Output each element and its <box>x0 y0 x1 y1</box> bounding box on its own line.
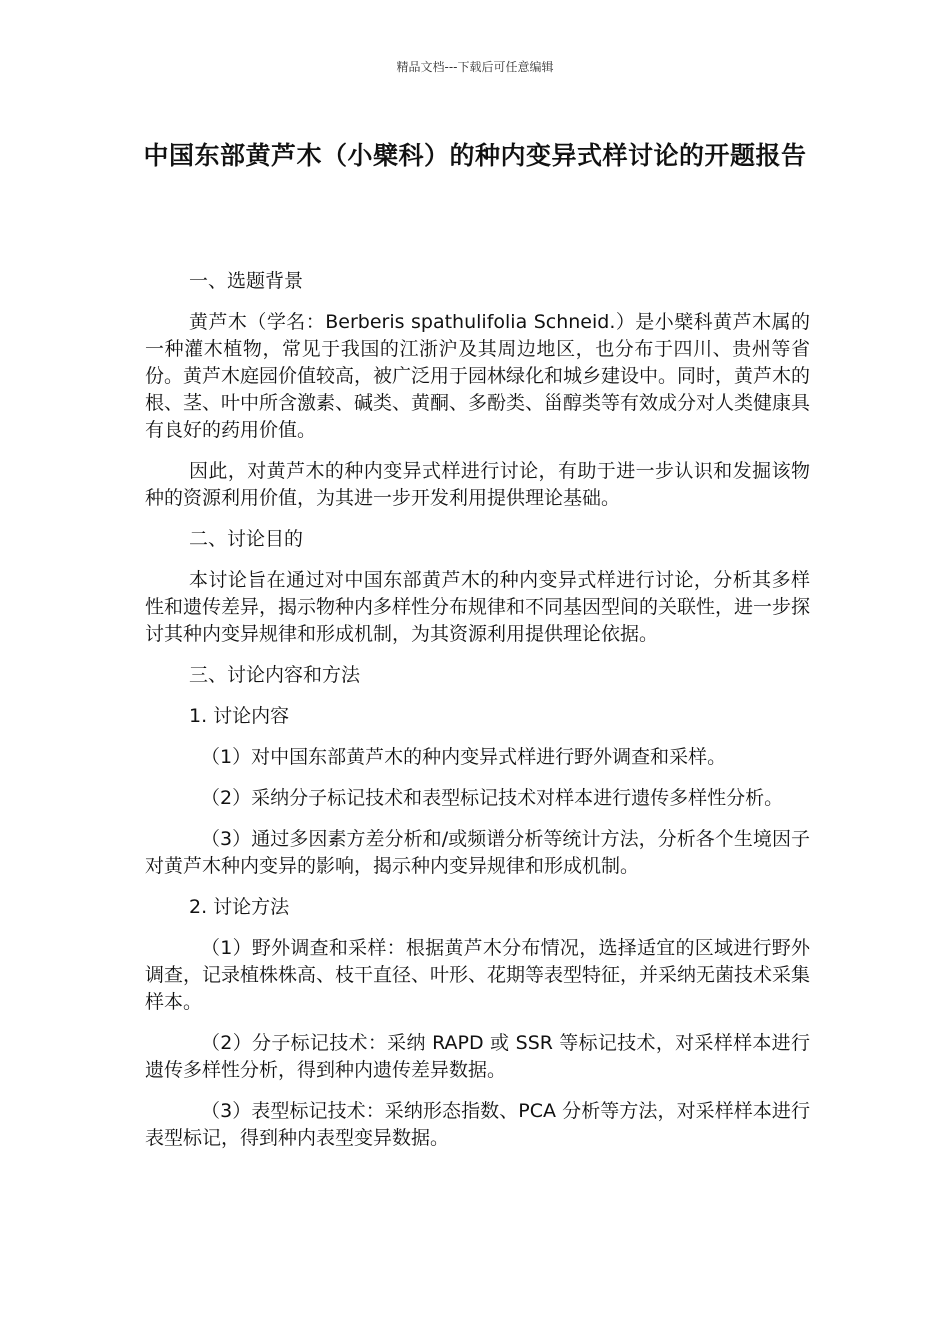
paragraph-purpose: 本讨论旨在通过对中国东部黄芦木的种内变异式样进行讨论，分析其多样性和遗传差异，揭示物种内多样性分布规律和不同基因型间的关联性，进一步探讨其种内变异规律和形成机制，为其资源利用提供理论依据。 <box>145 569 811 645</box>
subsection-heading-content: 1. 讨论内容 <box>189 705 290 727</box>
section-heading-background: 一、选题背景 <box>189 270 304 292</box>
content-item-1: （1）对中国东部黄芦木的种内变异式样进行野外调查和采样。 <box>201 746 727 768</box>
method-item-2: （2）分子标记技术：采纳 RAPD 或 SSR 等标记技术，对采样样本进行遗传多样性分析，得到种内遗传差异数据。 <box>145 1032 810 1081</box>
subsection-heading-methods: 2. 讨论方法 <box>189 896 290 918</box>
content-item-2: （2）采纳分子标记技术和表型标记技术对样本进行遗传多样性分析。 <box>201 787 784 809</box>
paragraph-background-intro: 黄芦木（学名：Berberis spathulifolia Schneid.）是小檗科黄芦木属的一种灌木植物，常见于我国的江浙沪及其周边地区，也分布于四川、贵州等省份。黄芦木庭园价值较高，被广泛用于园林绿化和城乡建设中。同时，黄芦木的根、茎、叶中所含激素、碱类、黄酮、多酚类、甾醇类等有效成分对人类健康具有良好的药用价值。 <box>145 311 811 441</box>
document-body <box>145 268 810 1166</box>
page-header-note: 精品文档---下载后可任意编辑 <box>396 60 554 74</box>
section-heading-content-methods: 三、讨论内容和方法 <box>189 664 361 686</box>
paragraph-background-significance: 因此，对黄芦木的种内变异式样进行讨论，有助于进一步认识和发掘该物种的资源利用价值，为其进一步开发利用提供理论基础。 <box>145 460 810 509</box>
section-heading-purpose: 二、讨论目的 <box>189 528 304 550</box>
method-item-3: （3）表型标记技术：采纳形态指数、PCA 分析等方法，对采样样本进行表型标记，得到种内表型变异数据。 <box>145 1100 810 1149</box>
content-item-3: （3）通过多因素方差分析和/或频谱分析等统计方法，分析各个生境因子对黄芦木种内变异的影响，揭示种内变异规律和形成机制。 <box>145 828 810 877</box>
document-title: 中国东部黄芦木（小檗科）的种内变异式样讨论的开题报告 <box>143 141 807 170</box>
method-item-1: （1）野外调查和采样：根据黄芦木分布情况，选择适宜的区域进行野外调查，记录植株株高、枝干直径、叶形、花期等表型特征，并采纳无菌技术采集样本。 <box>145 937 811 1013</box>
